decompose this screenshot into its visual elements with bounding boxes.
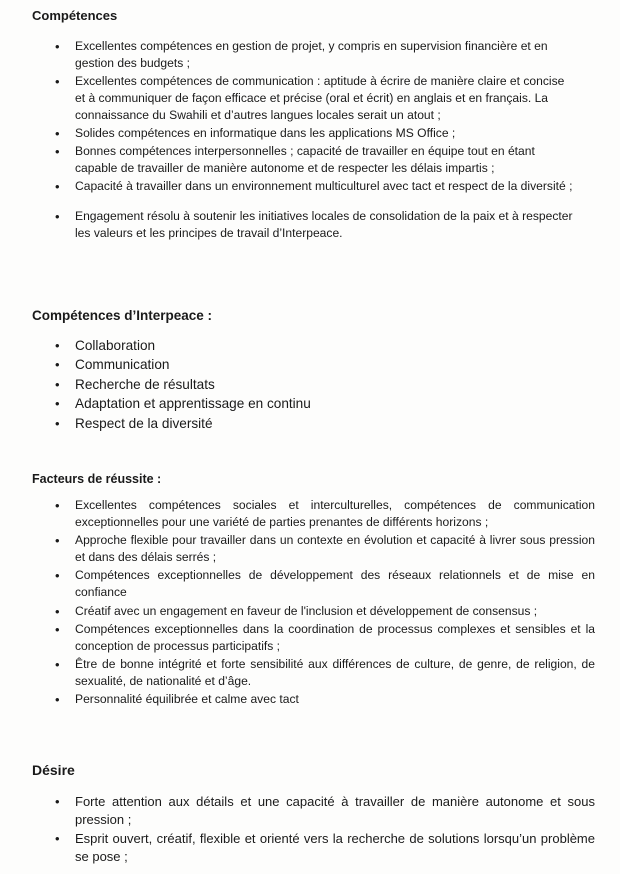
list-item: • Excellentes compétences en gestion de projet, y compris en supervision financière et en gestion des budgets ;: [75, 38, 575, 72]
section-title-competences: Compétences: [32, 8, 118, 23]
list-competences-interpeace: [75, 336, 475, 433]
list-item: • Être de bonne intégrité et forte sensibilité aux différences de culture, de genre, de religion, de sexualité, de nationalité et d’âge.: [75, 656, 595, 690]
list-competences: [75, 38, 575, 243]
list-item: • Excellentes compétences sociales et interculturelles, compétences de communication exceptionnelles pour une variété de parties prenantes de différents horizons ;: [75, 497, 595, 531]
list-item: • Esprit ouvert, créatif, flexible et orienté vers la recherche de solutions lorsqu’un problème se pose ;: [75, 830, 595, 865]
list-item: • Capacité à travailler dans un environnement multiculturel avec tact et respect de la diversité ;: [75, 178, 575, 195]
list-facteurs-reussite: [75, 497, 595, 709]
list-item: • Engagement résolu à soutenir les initiatives locales de consolidation de la paix et à respecter les valeurs et les principes de travail d’Interpeace.: [75, 208, 575, 242]
list-item: • Forte attention aux détails et une capacité à travailler de manière autonome et sous pression ;: [75, 793, 595, 828]
section-title-competences-interpeace: Compétences d’Interpeace :: [32, 308, 213, 323]
list-item: • Excellentes compétences de communication : aptitude à écrire de manière claire et concise et à communiquer de façon efficace et précise (oral et écrit) en anglais et en français. La connaissance du Swahili et d’autres langues locales serait un atout ;: [75, 73, 575, 124]
list-desire: [75, 793, 595, 867]
section-title-desire: Désire: [32, 762, 75, 778]
list-item: • Recherche de résultats: [75, 375, 475, 394]
list-item: • Créatif avec un engagement en faveur de l'inclusion et développement de consensus ;: [75, 603, 595, 620]
list-item: • Collaboration: [75, 336, 475, 355]
section-title-facteurs-reussite: Facteurs de réussite :: [32, 472, 162, 486]
list-item: • Respect de la diversité: [75, 414, 475, 433]
list-item: • Compétences exceptionnelles dans la coordination de processus complexes et sensibles et la conception de processus participatifs ;: [75, 621, 595, 655]
list-item: • Solides compétences en informatique dans les applications MS Office ;: [75, 125, 575, 142]
list-item: • Compétences exceptionnelles de développement des réseaux relationnels et de mise en confiance: [75, 567, 595, 601]
list-item: • Communication: [75, 355, 475, 374]
list-item: • Bonnes compétences interpersonnelles ; capacité de travailler en équipe tout en étant capable de travailler de manière autonome et de respecter les délais impartis ;: [75, 143, 575, 177]
list-item: • Personnalité équilibrée et calme avec tact: [75, 691, 595, 708]
list-item: • Approche flexible pour travailler dans un contexte en évolution et capacité à livrer sous pression et dans des délais serrés ;: [75, 532, 595, 566]
list-item: • Adaptation et apprentissage en continu: [75, 394, 475, 413]
